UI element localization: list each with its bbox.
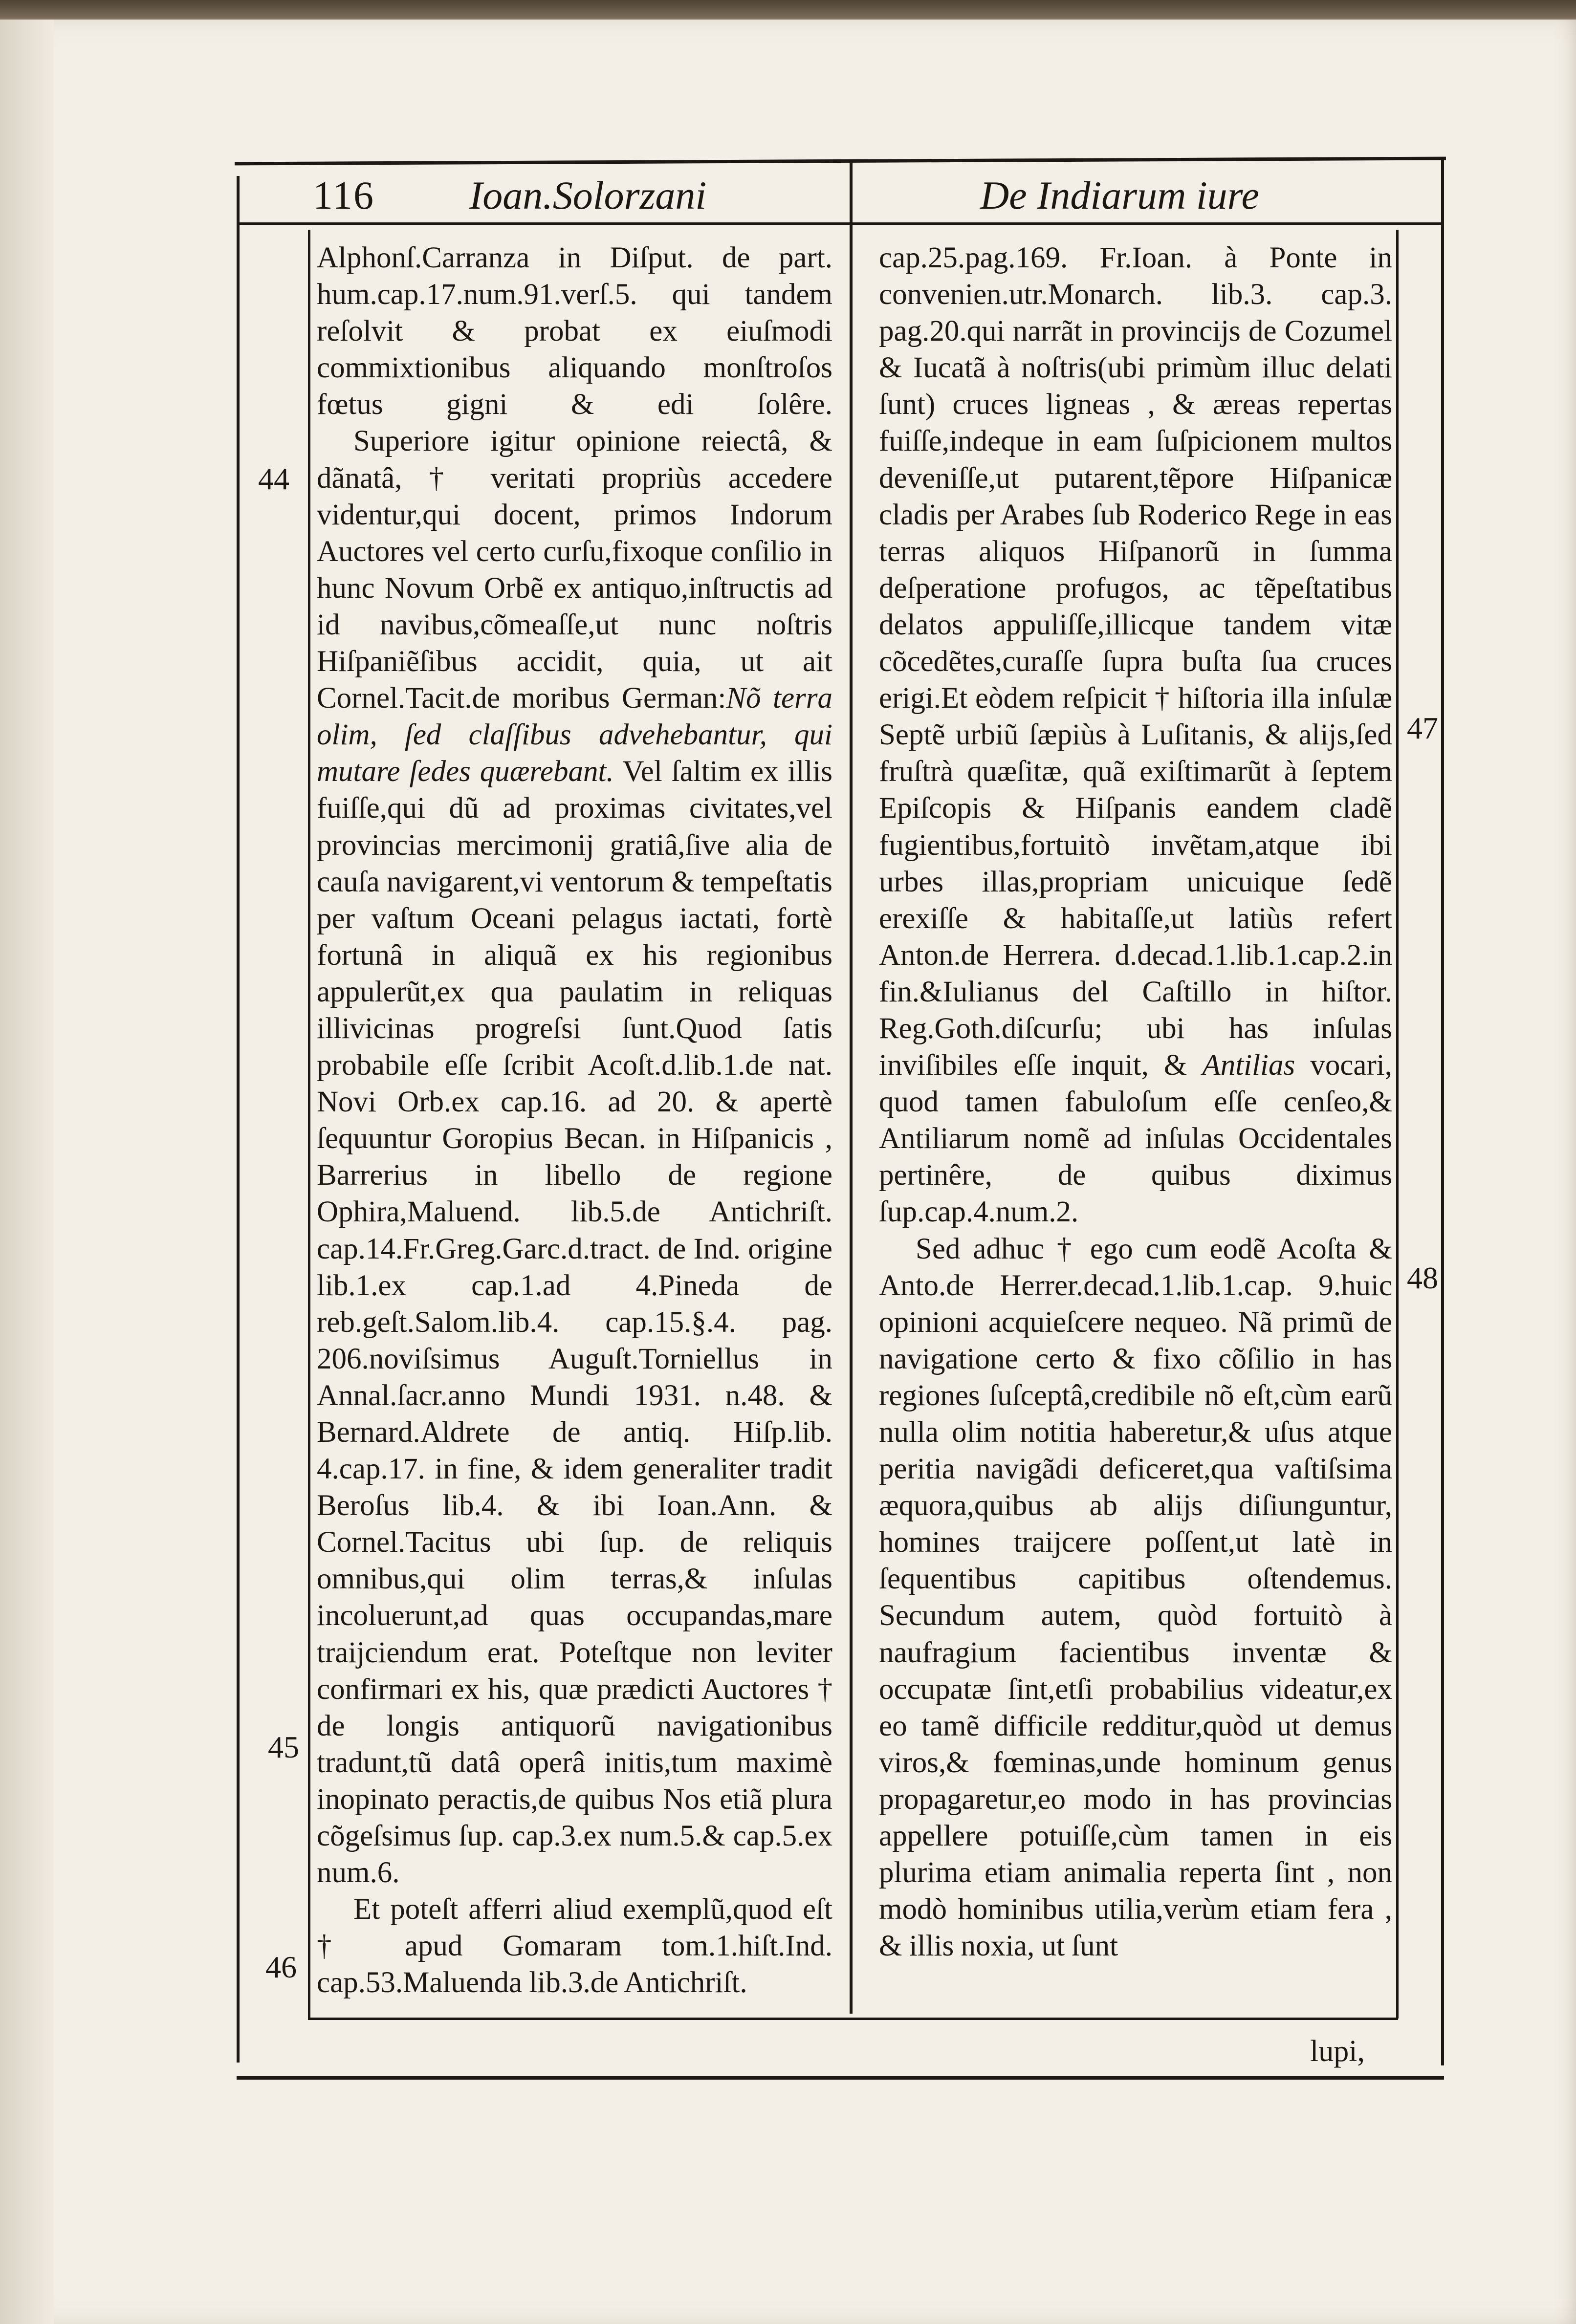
paragraph: Alphonſ.Carranza in Diſput. de part. hum.cap.17.num.91.verſ.5. qui tandem reſolvit & probat ex eiuſmodi commixtionibus aliquando monſtroſos fœtus gigni & edi ſolêre. bbox=[317, 241, 832, 421]
paragraph: Sed adhuc † ego cum eodẽ Acoſta & Anto.de Herrer.decad.1.lib.1.cap. 9.huic opinioni acquieſcere nequeo. Nã primũ de navigatione certo & fixo cõſilio in has regiones ſuſceptâ,credibile nõ eſt,cùm earũ nulla olim notitia haberetur,& uſus atque peritia navigãdi deficeret,qua vaſtiſsima æquora,quibus ab alijs diſiunguntur, homines traijcere poſſent,ut latè in ſequentibus capitibus oſtendemus. Secundum autem, quòd fortuitò à naufragium facientibus inventæ & occupatæ ſint,etſi probabilius videatur,ex eo tamẽ difficile redditur,quòd ut demus viros,& fœminas,unde hominum genus propagaretur,eo modo in has provincias appellere potuiſſe,cùm tamen in eis plurima etiam animalia reperta ſint , non modò hominibus utilia,verùm etiam fera , & illis noxia, ut ſunt bbox=[879, 1232, 1392, 1963]
frame-right-inner bbox=[1396, 230, 1399, 2019]
paragraph-text: cap.25.pag.169. Fr.Ioan. à Ponte in convenien.utr.Monarch. lib.3. cap.3. pag.20.qui narrãt in provincijs de Cozumel & Iucatã à noſtris(ubi primùm illuc delati ſunt) cruces ligneas , & æreas repertas fuiſſe,indeque in eam ſuſpicionem multos deveniſſe,ut putarent,tẽpore Hiſpanicæ cladis per Arabes ſub Roderico Rege in eas terras aliquos Hiſpanorũ in ſumma deſperatione profugos, ac tẽpeſtatibus delatos appuliſſe,illicque tandem vitæ cõcedẽtes,curaſſe ſupra buſta ſua cruces erigi.Et eòdem reſpicit † hiſtoria illa inſulæ Septẽ urbiũ ſæpiùs à Luſitanis, & alijs,ſed fruſtrà quæſitæ, quã exiſtimarũt à ſeptem Epiſcopis & Hiſpanis eandem cladẽ fugientibus,fortuitò invẽtam,atque ibi urbes illas,propriam unicuique ſedẽ erexiſſe & habitaſſe,ut latiùs refert Anton.de Herrera. d.decad.1.lib.1.cap.2.in fin.&Iulianus del Caſtillo in hiſtor. Reg.Goth.diſcurſu; ubi has inſulas inviſibiles eſſe inquit, & bbox=[879, 241, 1392, 1082]
page-number: 116 bbox=[313, 173, 374, 217]
header-rule bbox=[237, 222, 1444, 225]
paragraph-text: vocari, quod tamen fabuloſum eſſe cenſeo,& Antiliarum nomẽ ad inſulas Occidentales pertinêre, de quibus diximus ſup.cap.4.num.2. bbox=[879, 1049, 1393, 1229]
running-head-title: De Indiarum iure bbox=[980, 173, 1259, 217]
frame-left-inner bbox=[308, 230, 310, 2019]
catchword: lupi, bbox=[1310, 2035, 1365, 2068]
margin-number-46: 46 bbox=[265, 1950, 297, 1984]
binding-gutter bbox=[0, 20, 54, 2324]
antilias-term: Antilias bbox=[1202, 1049, 1295, 1082]
paragraph bbox=[879, 239, 1392, 1231]
running-head-author: Ioan.Solorzani bbox=[469, 173, 707, 217]
margin-number-47: 47 bbox=[1407, 711, 1438, 745]
paragraph bbox=[317, 423, 832, 1891]
frame-left-outer bbox=[237, 176, 240, 2063]
margin-number-45: 45 bbox=[268, 1730, 299, 1764]
bottom-rule bbox=[237, 2076, 1444, 2080]
paragraph-text: Superiore igitur opinione reiectâ, & dãnatâ, † veritati propriùs accedere videntur,qui docent, primos Indorum Auctores vel certo curſu,fixoque conſilio in hunc Novum Orbẽ ex antiquo,inſtructis ad id navibus,cõmeaſſe,ut nunc noſtris Hiſpaniẽſibus accidit, quia, ut ait Cornel.Tacit.de moribus German: bbox=[317, 425, 832, 715]
tacitus-quote: Nõ terra olim, ſed claſſibus advehebantur, qui mutare ſedes quærebant. bbox=[317, 682, 832, 788]
margin-number-44: 44 bbox=[258, 461, 289, 496]
column-divider bbox=[850, 161, 853, 2014]
frame-right-outer bbox=[1441, 159, 1444, 2065]
left-column bbox=[317, 239, 832, 2009]
right-column bbox=[879, 239, 1392, 2009]
text-bottom-rule bbox=[308, 2018, 1398, 2020]
paragraph: Et poteſt afferri aliud exemplũ,quod eſt † apud Gomaram tom.1.hiſt.Ind. cap.53.Maluenda lib.3.de Antichriſt. bbox=[317, 1893, 832, 1999]
margin-number-48: 48 bbox=[1407, 1260, 1438, 1295]
paragraph-text: Vel ſaltim ex illis fuiſſe,qui dũ ad proximas civitates,vel provincias mercimonij gratiâ,ſive alia de cauſa navigarent,vi ventorum & tempeſtatis per vaſtum Oceani pelagus iactati, fortè fortunâ in aliquã ex his regionibus appulerũt,ex qua paulatim in reliquas illivicinas progreſsi ſunt.Quod ſatis probabile eſſe ſcribit Acoſt.d.lib.1.de nat. Novi Orb.ex cap.16. ad 20. & apertè ſequuntur Goropius Becan. in Hiſpanicis , Barrerius in libello de regione Ophira,Maluend. lib.5.de Antichriſt. cap.14.Fr.Greg.Garc.d.tract. de Ind. origine lib.1.ex cap.1.ad 4.Pineda de reb.geſt.Salom.lib.4. cap.15.§.4. pag. 206.noviſsimus Auguſt.Torniellus in Annal.ſacr.anno Mundi 1931. n.48. & Bernard.Aldrete de antiq. Hiſp.lib. 4.cap.17. in fine, & idem generaliter tradit Beroſus lib.4. & ibi Ioan.Ann. & Cornel.Tacitus ubi ſup. de reliquis omnibus,qui olim terras,& inſulas incoluerunt,ad quas occupandas,mare traijciendum erat. Poteſtque non leviter confirmari ex his, quæ prædicti Auctores † de longis antiquorũ navigationibus tradunt,tũ datâ operâ initis,tum maximè inopinato peractis,de quibus Nos etiã plura cõgeſsimus ſup. cap.3.ex num.5.& cap.5.ex num.6. bbox=[317, 755, 832, 1890]
